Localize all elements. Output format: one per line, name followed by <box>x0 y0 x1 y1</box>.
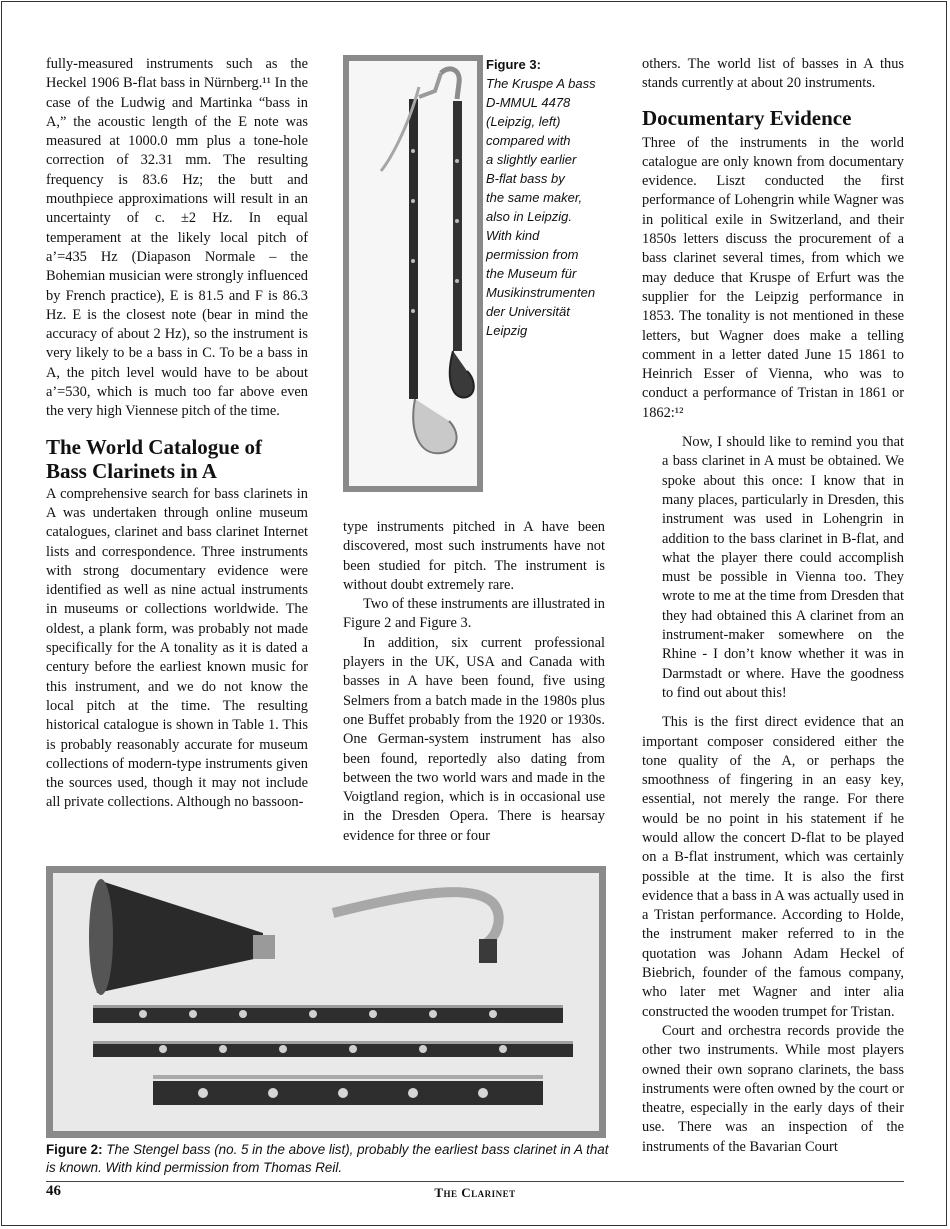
col2-paragraph-1: type instruments pitched in A have been discovered, most such instruments have not been studied for pitch. The instrument is without doubt extremely rare. <box>343 519 605 593</box>
footer-rule <box>46 1181 904 1182</box>
col2-paragraph-2: Two of these instruments are illustrated in Figure 2 and Figure 3. <box>343 596 605 632</box>
page-number: 46 <box>46 1183 61 1199</box>
col3-paragraph-2: Three of the instruments in the world catalogue are only known from documentary evidence. Liszt conducted the first performance of Lohengrin while Wagner was in political exile in Switzerland, and their 1850s letters discuss the procurement of a bass clarinet several times, from which we may deduce that Kruspe of Erfurt was the supplier for the Leipzig performance in 1853. The tonality is not mentioned in these letters, but Wagner does make a telling comment in a letter dated June 15 1861 to Heinrich Esser of Vienna, who was to conduct a performance of Tristan in 1861 or 1862:¹² <box>642 134 904 421</box>
figure-3-caption <box>486 55 626 340</box>
figure-2-caption <box>46 1141 610 1177</box>
stengel-bass-photo <box>53 873 599 1131</box>
col3-paragraph-1: others. The world list of basses in A thus stands currently at about 20 instruments. <box>642 56 904 92</box>
figure-2-caption-text: The Stengel bass (no. 5 in the above list), probably the earliest bass clarinet in A that is known. With kind permission from Thomas Reil. <box>46 1142 609 1175</box>
column-2 <box>343 518 605 846</box>
col3-paragraph-3: This is the first direct evidence that an important composer considered either the tone quality of the A, or perhaps the smoothness of fingering in an easy key, essential, not merely the range. For there would be no point in his statement if he would allow the concert D-flat to be played on a B-flat instrument, which was certainly possible at the time. It is also the first evidence that a bass in A was actually used in a Tristan performance. According to Holde, the instrument maker referred to in the quotation was Johann Adam Heckel of Biebrich, founder of the famous company, who later met Wagner and inter alia constructed the wooden trumpet for Tristan. <box>642 714 904 1020</box>
bass-clarinets-photo <box>349 61 477 486</box>
figure-2-label: Figure 2: <box>46 1142 103 1157</box>
figure-2-image <box>46 866 606 1138</box>
figure-3-image <box>343 55 483 492</box>
column-3 <box>642 55 904 1157</box>
col1-paragraph-1: fully-measured instruments such as the Heckel 1906 B-flat bass in Nürnberg.¹¹ In the case of the Ludwig and Martinka “bass in A,” the acoustic length of the E note was measured at 1000.0 mm plus a tone-hole correction of 32.31 mm. The resulting frequency is 83.6 Hz; the butt and mouthpiece approximations will result in an uncertainty of c. ±2 Hz. In equal temperament at the likely local pitch of a’=435 Hz (Diapason Normale – the Bohemian musician were strongly influenced by French practice), E is 81.5 and F is 86.3 Hz. E is the closest note (bear in mind the accuracy of about 2 Hz), so the instrument is very likely to be a bass in C. To be a bass in A, the pitch level would have to be about a’=530, which is much too far above even the very high Viennese pitch of the time. <box>46 56 308 420</box>
section-heading-world-catalogue: The World Catalogue of Bass Clarinets in A <box>46 434 263 483</box>
col2-paragraph-3: In addition, six current professional players in the UK, USA and Canada with basses in A have been found, five using Selmers from a batch made in the 1980s plus one Buffet probably from the 1920 or 1930s. One German-system instrument has also been found, reportedly also dating from between the two world wars and made in the Voigtland region, which is in occasional use in the Dresden Opera. There is hearsay evidence for three or four <box>343 634 605 844</box>
figure-3-label: Figure 3: <box>486 57 541 72</box>
col1-paragraph-2: A comprehensive search for bass clarinets in A was undertaken through online museum catalogues, clarinet and bass clarinet Internet lists and correspondence. Three instruments with strong documentary evidence were identified as well as nine actual instruments in museums or collections worldwide. The oldest, a plank form, was probably not made specifically for the A tonality as it is dated a century before the earliest known music for this instrument, and we do not know the local pitch at the time. The resulting historical catalogue is shown in Table 1. This is probably reasonably accurate for museum collections of modern-type instruments given the sources used, though it may not include all private collections. Although no bassoon- <box>46 485 308 811</box>
col3-paragraph-4: Court and orchestra records provide the other two instruments. While most players owned their own soprano clarinets, the bass instruments were often owned by the court or theatre, especially in the early days of their use. There was an inspection of the instruments of the Bavarian Court <box>642 1022 904 1155</box>
wagner-quote: Now, I should like to remind you that a bass clarinet in A must be obtained. We spoke about this once: I know that in many places, particularly in Dresden, this instrument was used in Lohengrin in addition to the bass clarinet in B-flat, and what the player there could accomplish must be possible in Vienna too. They wrote to me at the time from Dresden that they had obtained this A clarinet from an instrument-maker somewhere on the Rhine - I don’t know whether it was in Darmstadt or where. Have the goodness to find out about this! <box>662 434 904 701</box>
section-heading-documentary-evidence: Documentary Evidence <box>642 105 852 130</box>
figure-3-caption-text: The Kruspe A bass D-MMUL 4478 (Leipzig, left) compared with a slightly earlier B-flat bass by the same maker, also in Leipzig. With kind permission from the Museum für Musikinstrumenten der Universität Leipzig <box>486 76 596 338</box>
column-1 <box>46 55 308 813</box>
journal-title: The Clarinet <box>434 1185 516 1200</box>
